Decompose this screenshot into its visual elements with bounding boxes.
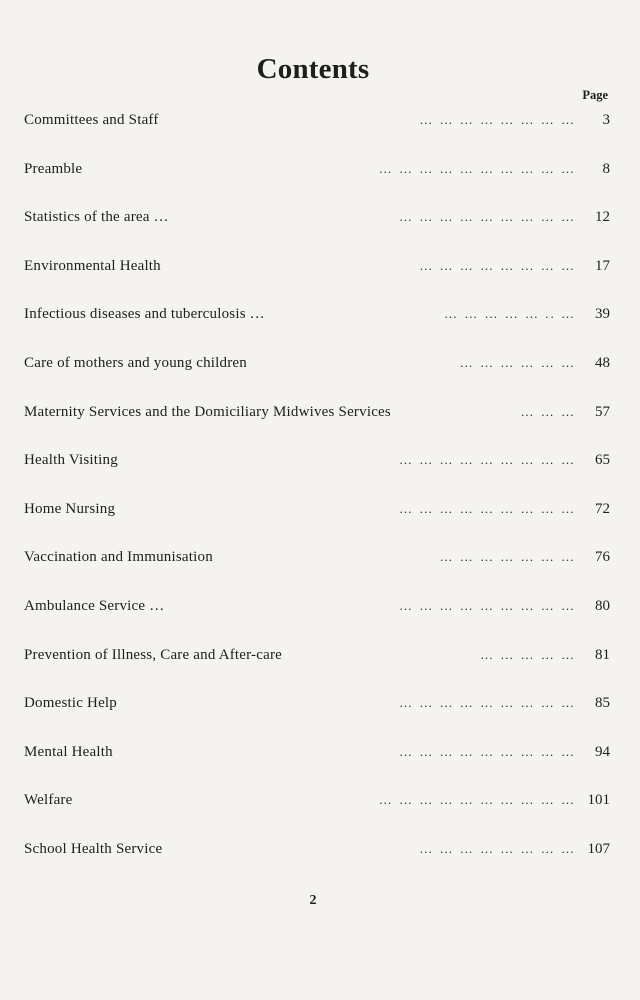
toc-entry-page-number: 72 xyxy=(595,500,610,517)
toc-leader-dots: … … … … … … … … … xyxy=(399,452,576,468)
toc-entry-page-number: 39 xyxy=(595,306,610,323)
toc-entry-title: Vaccination and Immunisation xyxy=(24,549,213,566)
toc-leader-dots: … … … … … … … … xyxy=(419,257,576,273)
toc-entry xyxy=(24,108,610,157)
toc-entry xyxy=(24,254,610,303)
toc-leader-dots: … … … … … … … … … xyxy=(399,597,576,613)
toc-entry xyxy=(24,351,610,400)
toc-entry-page-number: 81 xyxy=(595,646,610,663)
toc-entry-title: Environmental Health xyxy=(24,257,161,274)
toc-entry xyxy=(24,497,610,546)
toc-entry-title: Domestic Help xyxy=(24,695,117,712)
page-title: Contents xyxy=(256,53,370,86)
toc-entry xyxy=(24,448,610,497)
toc-entry-title: Maternity Services and the Domiciliary Midwives Services xyxy=(24,403,391,420)
toc-entry xyxy=(24,643,610,692)
toc-entry xyxy=(24,302,610,351)
toc-entry-page-number: 65 xyxy=(595,452,610,469)
toc-entry xyxy=(24,594,610,643)
toc-entry-title: Welfare xyxy=(24,792,73,809)
toc-entry-title: Statistics of the area … xyxy=(24,209,169,226)
toc-entry-page-number: 3 xyxy=(602,112,610,128)
toc-entry-page-number: 17 xyxy=(595,257,610,274)
toc-leader-dots: … … … … … … … … … xyxy=(399,695,576,711)
table-of-contents xyxy=(24,108,610,886)
toc-entry xyxy=(24,837,610,886)
toc-leader-dots: … … … … … … … … … … xyxy=(378,792,576,808)
toc-entry-title: Preamble xyxy=(24,160,83,177)
toc-entry-title: Home Nursing xyxy=(24,500,116,517)
toc-entry-page-number: 80 xyxy=(595,597,610,614)
toc-leader-dots: … … … xyxy=(520,403,576,419)
toc-entry xyxy=(24,205,610,254)
toc-leader-dots: … … … … … … … … … xyxy=(399,743,576,759)
toc-entry-page-number: 107 xyxy=(587,840,610,857)
toc-entry-page-number: 101 xyxy=(587,792,610,809)
toc-entry xyxy=(24,157,610,206)
toc-entry-page-number: 8 xyxy=(602,160,610,177)
toc-leader-dots: … … … … … … … xyxy=(439,549,576,565)
toc-entry-title: School Health Service xyxy=(24,840,163,857)
toc-entry xyxy=(24,545,610,594)
toc-entry-title: Infectious diseases and tuberculosis … xyxy=(24,306,265,323)
toc-entry-page-number: 12 xyxy=(595,209,610,226)
page-column-heading: Page xyxy=(582,88,608,102)
toc-leader-dots: … … … … … xyxy=(480,646,576,662)
toc-entry-title: Care of mothers and young children xyxy=(24,354,247,371)
toc-entry-title: Committees and Staff xyxy=(24,112,159,128)
toc-entry-title: Ambulance Service … xyxy=(24,597,165,614)
toc-leader-dots: … … … … … … … … … xyxy=(399,209,576,225)
toc-entry xyxy=(24,400,610,449)
toc-entry-page-number: 76 xyxy=(595,549,610,566)
toc-entry-title: Prevention of Illness, Care and After-care xyxy=(24,646,283,663)
toc-leader-dots: … … … … … … … … … xyxy=(399,500,576,516)
toc-entry-page-number: 57 xyxy=(595,403,610,420)
toc-leader-dots: … … … … … .. … xyxy=(444,306,576,322)
toc-leader-dots: … … … … … … xyxy=(459,354,576,370)
toc-entry-page-number: 85 xyxy=(595,695,610,712)
toc-entry-page-number: 94 xyxy=(595,743,610,760)
toc-entry-title: Health Visiting xyxy=(24,452,118,469)
toc-entry xyxy=(24,740,610,789)
toc-entry-title: Mental Health xyxy=(24,743,113,760)
toc-leader-dots: … … … … … … … … xyxy=(419,112,576,127)
toc-entry-page-number: 48 xyxy=(595,354,610,371)
toc-leader-dots: … … … … … … … … … … xyxy=(378,160,576,176)
toc-entry xyxy=(24,691,610,740)
page-number: 2 xyxy=(309,893,317,908)
toc-entry xyxy=(24,788,610,837)
toc-leader-dots: … … … … … … … … xyxy=(419,840,576,856)
